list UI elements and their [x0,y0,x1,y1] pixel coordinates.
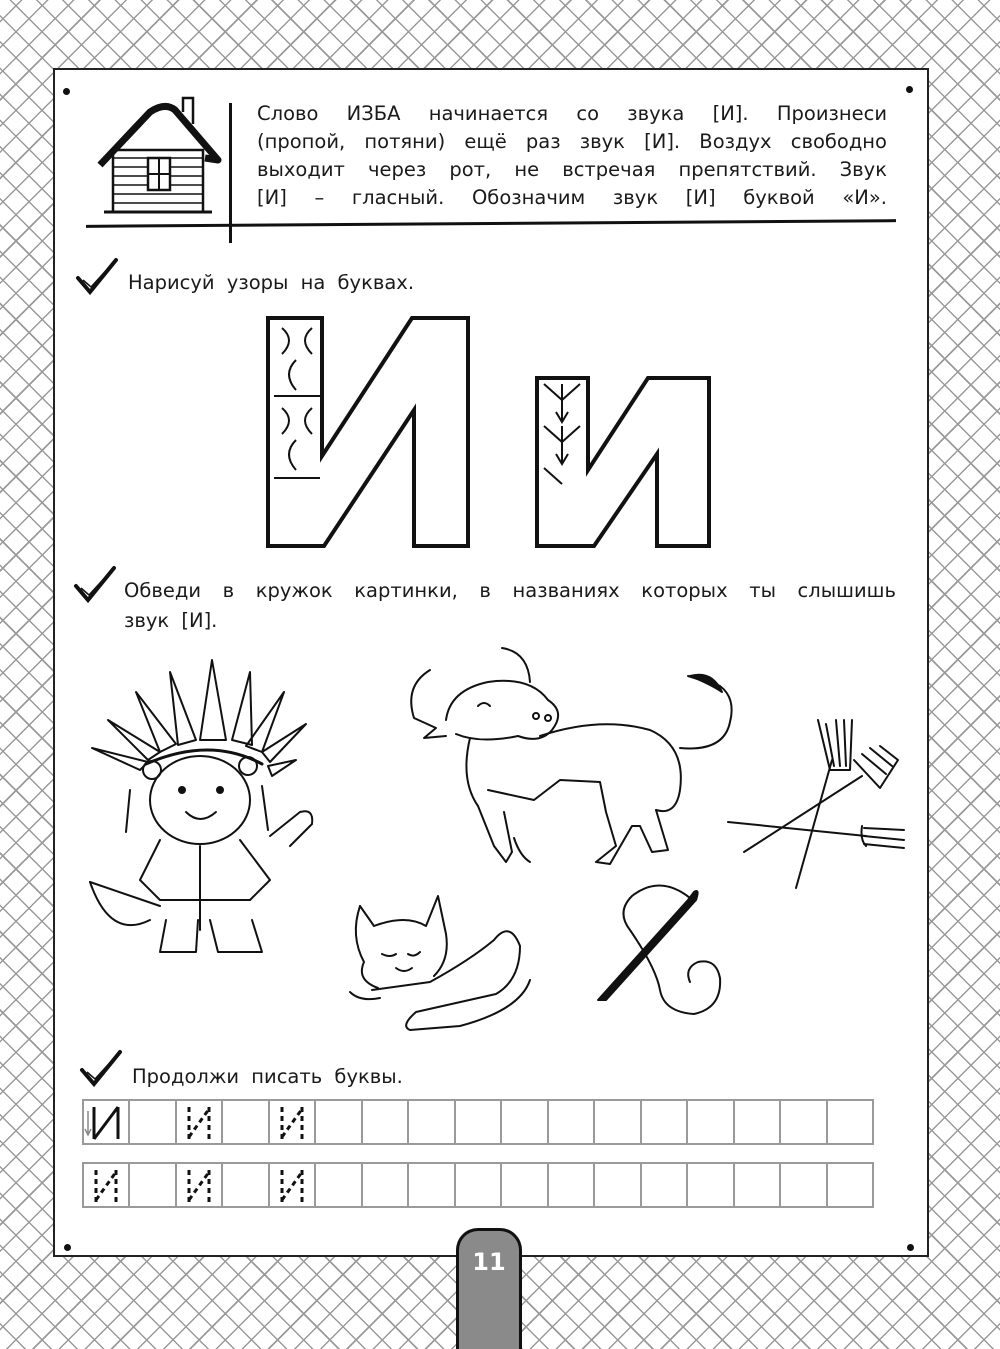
writing-cell[interactable] [84,1164,130,1206]
writing-cell[interactable] [223,1164,269,1206]
intro-line: выходит через рот, не встречая препятствий. Звук [257,158,887,181]
writing-cell[interactable] [828,1164,872,1206]
writing-cell[interactable] [177,1164,223,1206]
writing-cell[interactable] [735,1101,781,1143]
pin-top-right [906,86,913,93]
writing-cell[interactable] [84,1101,130,1143]
writing-cell[interactable] [270,1164,316,1206]
writing-row-1[interactable] [82,1099,874,1145]
writing-cell[interactable] [502,1101,548,1143]
intro-paragraph [257,100,887,212]
writing-cell[interactable] [595,1101,641,1143]
writing-cell[interactable] [642,1164,688,1206]
writing-cell[interactable] [130,1164,176,1206]
writing-cell[interactable] [270,1101,316,1143]
pin-bottom-right [907,1244,914,1251]
writing-row-2[interactable] [82,1162,874,1208]
writing-cell[interactable] [642,1101,688,1143]
writing-cell[interactable] [828,1101,872,1143]
page-number: 11 [472,1248,506,1276]
task-draw-patterns: Нарисуй узоры на буквах. [128,271,415,294]
task-circle-pictures-line1: Обведи в кружок картинки, в названиях которых ты слышишь [124,579,896,602]
writing-cell[interactable] [223,1101,269,1143]
writing-cell[interactable] [735,1164,781,1206]
page-number-tab [456,1228,522,1349]
writing-cell[interactable] [688,1164,734,1206]
writing-cell[interactable] [409,1164,455,1206]
writing-cell[interactable] [409,1101,455,1143]
writing-cell[interactable] [456,1164,502,1206]
writing-cell[interactable] [363,1101,409,1143]
checkmark-icon [72,564,118,606]
task-continue-writing: Продолжи писать буквы. [132,1065,403,1088]
checkmark-icon [78,1048,124,1090]
writing-cell[interactable] [549,1164,595,1206]
writing-cell[interactable] [316,1164,362,1206]
writing-cell[interactable] [688,1101,734,1143]
pin-bottom-left [64,1244,71,1251]
intro-line: Слово ИЗБА начинается со звука [И]. Произнеси [257,102,887,125]
writing-cell[interactable] [502,1164,548,1206]
writing-cell[interactable] [363,1164,409,1206]
pin-top-left [63,88,70,95]
intro-line: (пропой, потяни) ещё раз звук [И]. Воздух свободно [257,130,887,153]
writing-cell[interactable] [781,1164,827,1206]
writing-cell[interactable] [456,1101,502,1143]
writing-cell[interactable] [316,1101,362,1143]
writing-cell[interactable] [130,1101,176,1143]
divider-vertical [229,103,232,243]
task-circle-pictures-line2: звук [И]. [124,609,218,632]
writing-cell[interactable] [781,1101,827,1143]
checkmark-icon [74,256,120,298]
writing-cell[interactable] [177,1101,223,1143]
intro-line: [И] – гласный. Обозначим звук [И] буквой «И». [257,186,887,209]
writing-cell[interactable] [549,1101,595,1143]
writing-cell[interactable] [595,1164,641,1206]
